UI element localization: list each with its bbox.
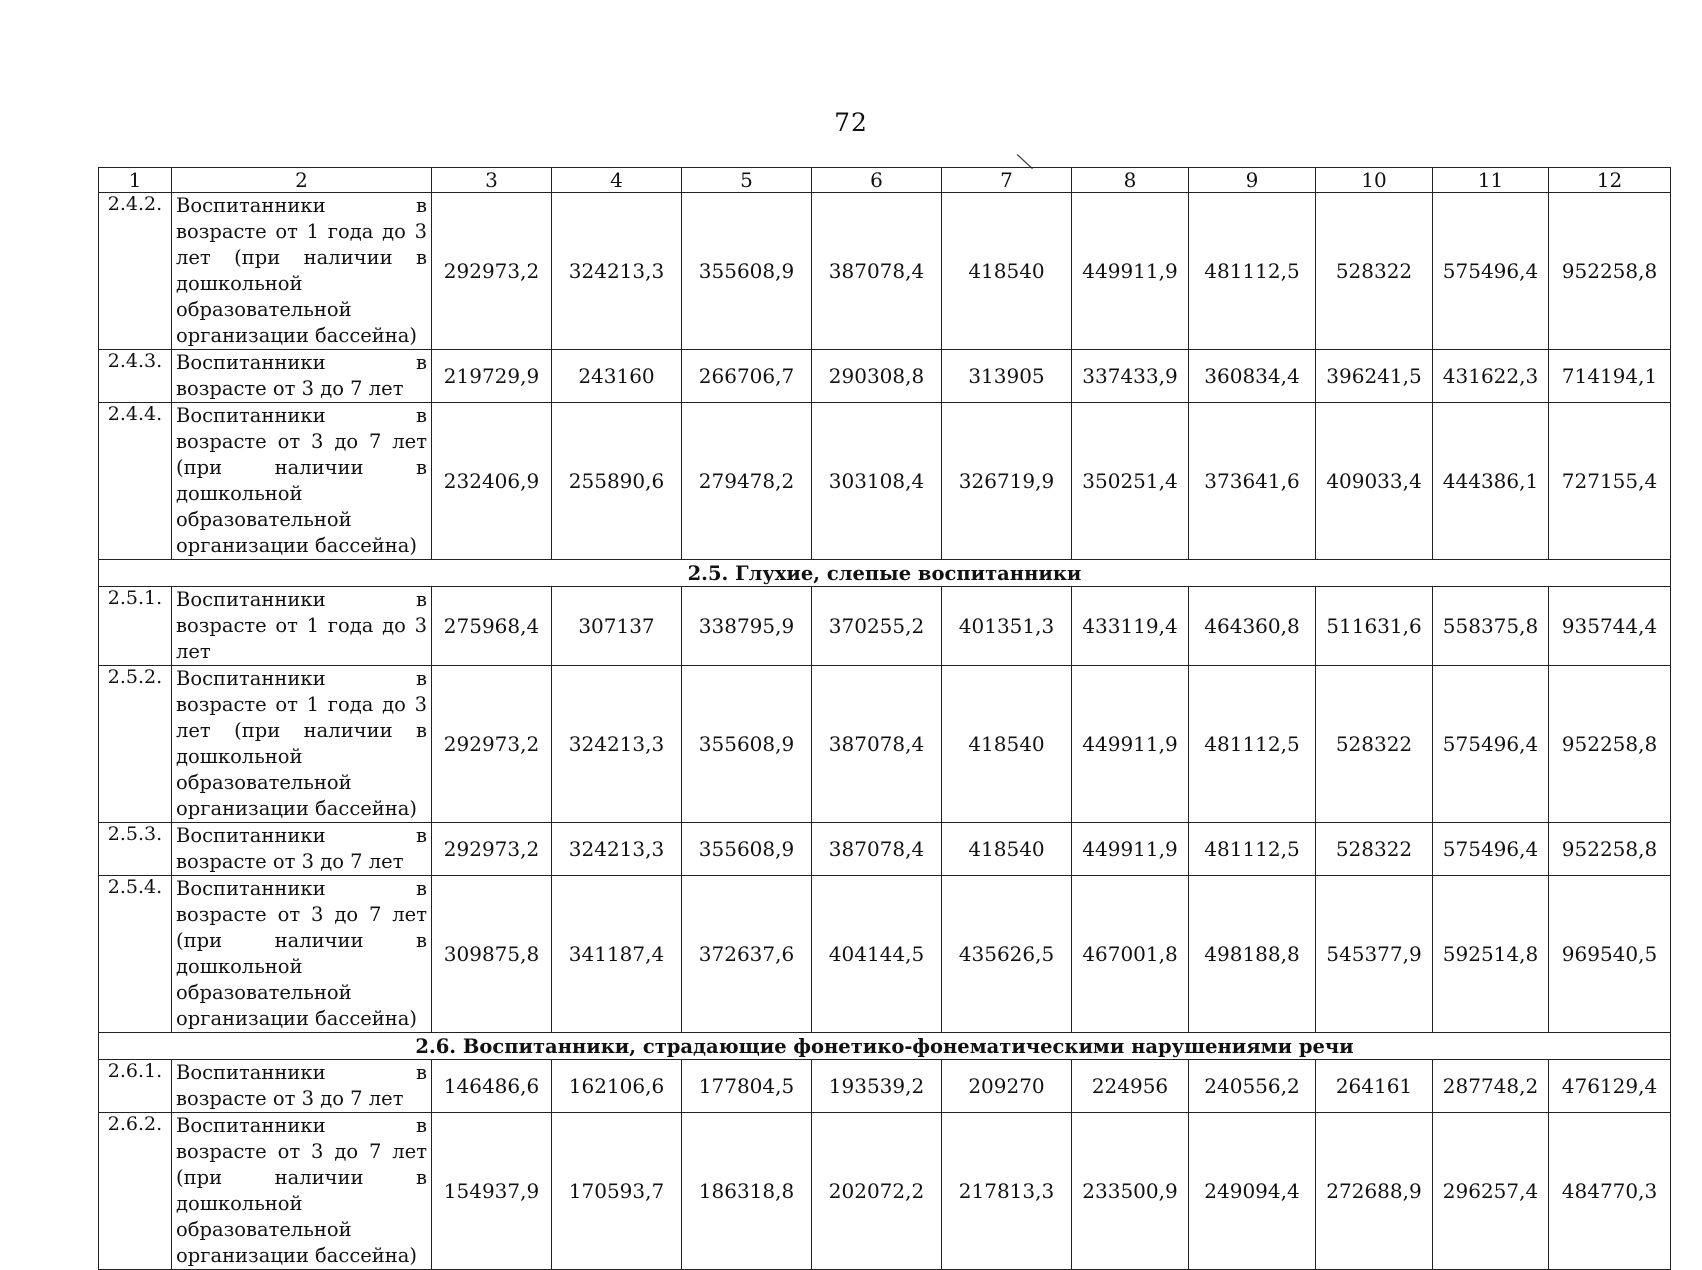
pen-mark-icon: ╲ bbox=[1017, 150, 1033, 173]
row-code: 2.5.1. bbox=[99, 587, 172, 666]
value-cell: 292973,2 bbox=[432, 666, 552, 823]
column-number-cell: 5 bbox=[682, 168, 812, 193]
column-number-cell: 9 bbox=[1189, 168, 1316, 193]
value-cell: 337433,9 bbox=[1072, 350, 1189, 403]
row-code: 2.5.2. bbox=[99, 666, 172, 823]
row-code: 2.6.1. bbox=[99, 1060, 172, 1113]
value-cell: 431622,3 bbox=[1433, 350, 1549, 403]
value-cell: 435626,5 bbox=[942, 876, 1072, 1033]
row-code: 2.4.4. bbox=[99, 403, 172, 560]
column-number-cell: 7 bbox=[942, 168, 1072, 193]
value-cell: 224956 bbox=[1072, 1060, 1189, 1113]
value-cell: 387078,4 bbox=[812, 823, 942, 876]
table-row bbox=[99, 587, 1671, 666]
value-cell: 952258,8 bbox=[1549, 823, 1671, 876]
section-title: 2.5. Глухие, слепые воспитанники bbox=[99, 560, 1671, 587]
value-cell: 275968,4 bbox=[432, 587, 552, 666]
value-cell: 287748,2 bbox=[1433, 1060, 1549, 1113]
value-cell: 193539,2 bbox=[812, 1060, 942, 1113]
table-row bbox=[99, 876, 1671, 1033]
table-row bbox=[99, 666, 1671, 823]
page-number: 72 bbox=[834, 108, 868, 137]
row-description: Воспитанники в возрасте от 3 до 7 лет bbox=[172, 350, 432, 403]
value-cell: 292973,2 bbox=[432, 193, 552, 350]
value-cell: 249094,4 bbox=[1189, 1113, 1316, 1270]
value-cell: 243160 bbox=[552, 350, 682, 403]
row-description: Воспитанники в возрасте от 3 до 7 лет bbox=[172, 1060, 432, 1113]
value-cell: 313905 bbox=[942, 350, 1072, 403]
value-cell: 355608,9 bbox=[682, 823, 812, 876]
column-number-row bbox=[99, 168, 1671, 193]
value-cell: 558375,8 bbox=[1433, 587, 1549, 666]
value-cell: 296257,4 bbox=[1433, 1113, 1549, 1270]
value-cell: 481112,5 bbox=[1189, 193, 1316, 350]
value-cell: 162106,6 bbox=[552, 1060, 682, 1113]
row-description: Воспитанники в возрасте от 3 до 7 лет (при наличии в дошкольной образовательной организации бассейна) bbox=[172, 1113, 432, 1270]
value-cell: 154937,9 bbox=[432, 1113, 552, 1270]
value-cell: 326719,9 bbox=[942, 403, 1072, 560]
tariff-table bbox=[98, 167, 1671, 1270]
value-cell: 202072,2 bbox=[812, 1113, 942, 1270]
table-body bbox=[99, 168, 1671, 1270]
value-cell: 279478,2 bbox=[682, 403, 812, 560]
value-cell: 952258,8 bbox=[1549, 193, 1671, 350]
value-cell: 217813,3 bbox=[942, 1113, 1072, 1270]
value-cell: 255890,6 bbox=[552, 403, 682, 560]
value-cell: 240556,2 bbox=[1189, 1060, 1316, 1113]
value-cell: 575496,4 bbox=[1433, 666, 1549, 823]
value-cell: 528322 bbox=[1316, 193, 1433, 350]
value-cell: 467001,8 bbox=[1072, 876, 1189, 1033]
table-row bbox=[99, 193, 1671, 350]
value-cell: 481112,5 bbox=[1189, 823, 1316, 876]
row-code: 2.5.3. bbox=[99, 823, 172, 876]
value-cell: 444386,1 bbox=[1433, 403, 1549, 560]
value-cell: 292973,2 bbox=[432, 823, 552, 876]
value-cell: 484770,3 bbox=[1549, 1113, 1671, 1270]
value-cell: 355608,9 bbox=[682, 193, 812, 350]
value-cell: 592514,8 bbox=[1433, 876, 1549, 1033]
value-cell: 324213,3 bbox=[552, 193, 682, 350]
value-cell: 387078,4 bbox=[812, 666, 942, 823]
value-cell: 418540 bbox=[942, 666, 1072, 823]
column-number-cell: 12 bbox=[1549, 168, 1671, 193]
value-cell: 307137 bbox=[552, 587, 682, 666]
row-description: Воспитанники в возрасте от 1 года до 3 лет (при наличии в дошкольной образовательной организации бассейна) bbox=[172, 193, 432, 350]
value-cell: 170593,7 bbox=[552, 1113, 682, 1270]
value-cell: 309875,8 bbox=[432, 876, 552, 1033]
value-cell: 186318,8 bbox=[682, 1113, 812, 1270]
value-cell: 952258,8 bbox=[1549, 666, 1671, 823]
table-row bbox=[99, 350, 1671, 403]
row-description: Воспитанники в возрасте от 1 года до 3 лет bbox=[172, 587, 432, 666]
value-cell: 575496,4 bbox=[1433, 193, 1549, 350]
value-cell: 449911,9 bbox=[1072, 666, 1189, 823]
row-code: 2.4.2. bbox=[99, 193, 172, 350]
row-description: Воспитанники в возрасте от 3 до 7 лет (при наличии в дошкольной образовательной организации бассейна) bbox=[172, 876, 432, 1033]
row-description: Воспитанники в возрасте от 1 года до 3 лет (при наличии в дошкольной образовательной организации бассейна) bbox=[172, 666, 432, 823]
value-cell: 338795,9 bbox=[682, 587, 812, 666]
column-number-cell: 11 bbox=[1433, 168, 1549, 193]
value-cell: 387078,4 bbox=[812, 193, 942, 350]
section-header-row bbox=[99, 560, 1671, 587]
value-cell: 177804,5 bbox=[682, 1060, 812, 1113]
value-cell: 418540 bbox=[942, 193, 1072, 350]
value-cell: 511631,6 bbox=[1316, 587, 1433, 666]
value-cell: 370255,2 bbox=[812, 587, 942, 666]
value-cell: 264161 bbox=[1316, 1060, 1433, 1113]
value-cell: 290308,8 bbox=[812, 350, 942, 403]
value-cell: 935744,4 bbox=[1549, 587, 1671, 666]
value-cell: 355608,9 bbox=[682, 666, 812, 823]
value-cell: 481112,5 bbox=[1189, 666, 1316, 823]
value-cell: 372637,6 bbox=[682, 876, 812, 1033]
column-number-cell: 2 bbox=[172, 168, 432, 193]
value-cell: 727155,4 bbox=[1549, 403, 1671, 560]
value-cell: 418540 bbox=[942, 823, 1072, 876]
value-cell: 528322 bbox=[1316, 666, 1433, 823]
value-cell: 575496,4 bbox=[1433, 823, 1549, 876]
value-cell: 528322 bbox=[1316, 823, 1433, 876]
value-cell: 272688,9 bbox=[1316, 1113, 1433, 1270]
value-cell: 209270 bbox=[942, 1060, 1072, 1113]
value-cell: 404144,5 bbox=[812, 876, 942, 1033]
value-cell: 233500,9 bbox=[1072, 1113, 1189, 1270]
table-row bbox=[99, 1060, 1671, 1113]
value-cell: 449911,9 bbox=[1072, 823, 1189, 876]
value-cell: 969540,5 bbox=[1549, 876, 1671, 1033]
row-description: Воспитанники в возрасте от 3 до 7 лет bbox=[172, 823, 432, 876]
value-cell: 232406,9 bbox=[432, 403, 552, 560]
value-cell: 350251,4 bbox=[1072, 403, 1189, 560]
value-cell: 714194,1 bbox=[1549, 350, 1671, 403]
value-cell: 219729,9 bbox=[432, 350, 552, 403]
table-row bbox=[99, 823, 1671, 876]
column-number-cell: 8 bbox=[1072, 168, 1189, 193]
value-cell: 303108,4 bbox=[812, 403, 942, 560]
value-cell: 409033,4 bbox=[1316, 403, 1433, 560]
value-cell: 433119,4 bbox=[1072, 587, 1189, 666]
value-cell: 341187,4 bbox=[552, 876, 682, 1033]
value-cell: 401351,3 bbox=[942, 587, 1072, 666]
value-cell: 498188,8 bbox=[1189, 876, 1316, 1033]
row-description: Воспитанники в возрасте от 3 до 7 лет (при наличии в дошкольной образовательной организации бассейна) bbox=[172, 403, 432, 560]
column-number-cell: 6 bbox=[812, 168, 942, 193]
value-cell: 373641,6 bbox=[1189, 403, 1316, 560]
table-row bbox=[99, 403, 1671, 560]
row-code: 2.5.4. bbox=[99, 876, 172, 1033]
value-cell: 324213,3 bbox=[552, 823, 682, 876]
column-number-cell: 10 bbox=[1316, 168, 1433, 193]
table-row bbox=[99, 1113, 1671, 1270]
value-cell: 476129,4 bbox=[1549, 1060, 1671, 1113]
value-cell: 360834,4 bbox=[1189, 350, 1316, 403]
value-cell: 464360,8 bbox=[1189, 587, 1316, 666]
row-code: 2.6.2. bbox=[99, 1113, 172, 1270]
value-cell: 324213,3 bbox=[552, 666, 682, 823]
value-cell: 449911,9 bbox=[1072, 193, 1189, 350]
value-cell: 146486,6 bbox=[432, 1060, 552, 1113]
column-number-cell: 4 bbox=[552, 168, 682, 193]
section-title: 2.6. Воспитанники, страдающие фонетико-фонематическими нарушениями речи bbox=[99, 1033, 1671, 1060]
value-cell: 396241,5 bbox=[1316, 350, 1433, 403]
row-code: 2.4.3. bbox=[99, 350, 172, 403]
column-number-cell: 1 bbox=[99, 168, 172, 193]
value-cell: 545377,9 bbox=[1316, 876, 1433, 1033]
section-header-row bbox=[99, 1033, 1671, 1060]
value-cell: 266706,7 bbox=[682, 350, 812, 403]
column-number-cell: 3 bbox=[432, 168, 552, 193]
